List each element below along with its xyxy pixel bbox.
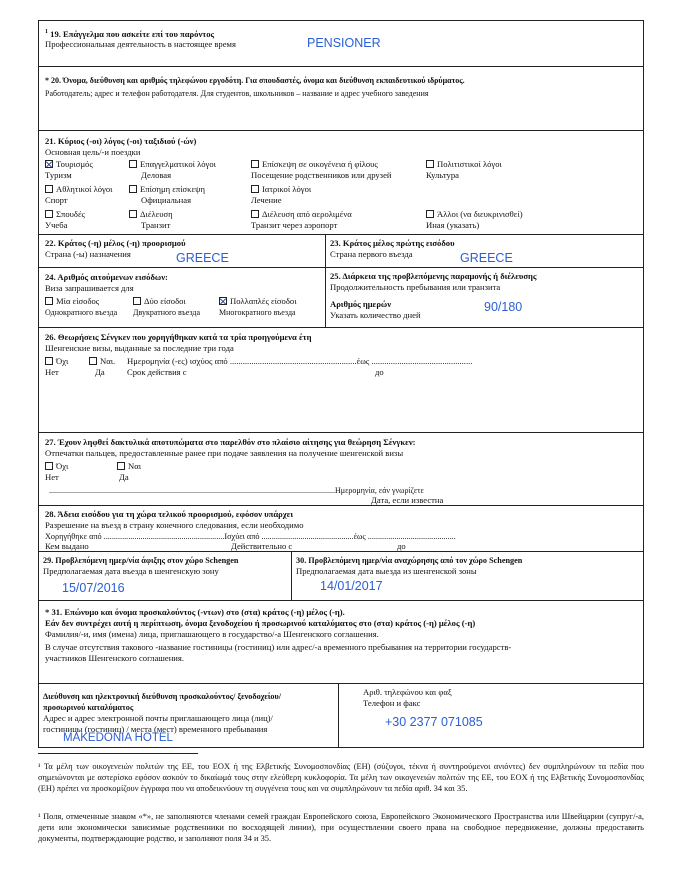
prior-visas-to: до [375, 367, 384, 377]
checkbox[interactable] [45, 185, 53, 193]
purpose-sport[interactable]: Αθλητικοί λόγοι Спорт [45, 184, 113, 205]
field-32-value[interactable]: MAKEDONIA HOTEL [63, 732, 173, 744]
purpose-other[interactable]: Άλλοι (να διευκρινισθεί) Иная (указать) [426, 209, 523, 230]
field-31-title: * 31. Επώνυμο και όνομα προσκαλούντος (-ντων) στο (στα) κράτος (-η) μέλος (-η). [45, 607, 345, 617]
application-form [38, 20, 644, 748]
field-28-entry-permit [39, 506, 643, 552]
field-21-subtitle: Основная цель/-и поездки [45, 147, 141, 157]
footnote-russian: ¹ Поля, отмеченные знаком «*», не заполняются членами семей граждан Европейского союза, Европейского Экономического Пространства или Швейцарии (супруг/-а, дети или экономически зависимые родственники по восходящей линии), при осуществлении своего права на свободное передвижение, должны предоставить документы, подтверждающие родство, и заполняют поля 34 и 35. [38, 812, 644, 844]
checkbox[interactable] [129, 210, 137, 218]
field-21-purpose [39, 131, 643, 235]
field-32-phone-label: Αριθ. τηλεφώνου και φαξ [363, 687, 452, 697]
field-24-entries [39, 268, 326, 327]
checkbox[interactable] [45, 210, 53, 218]
purpose-tourism[interactable]: Τουρισμός Туризм [45, 159, 93, 180]
field-29-title: 29. Προβλεπόμενη ημερ/νία άφιξης στον χώρο Schengen [43, 556, 239, 565]
prior-visas-validity: Ημερομηνία (-ες) ισχύος από ...........................................................έως ............................................... Срок действия с [127, 356, 473, 377]
fingerprints-date-ru: Дата, если известна [371, 495, 444, 505]
checkbox-checked[interactable] [219, 297, 227, 305]
field-26-subtitle: Шенгенские визы, выданные за последние три года [45, 343, 234, 353]
permit-issued: Χορηγήθηκε από ...........................................................Ισχύει από .............................................έως ........................................... [45, 532, 456, 541]
field-31-ru2: В случае отсутствия такового -название гостиницы (гостиниц) или адрес/-а временного пребывания на территории государств- [45, 642, 512, 652]
field-32-title1: Διεύθυνση και ηλεκτρονική διεύθυνση προσκαλούντος/ ξενοδοχείου/ [43, 692, 282, 701]
field-22-subtitle: Страна (-ы) назначения [45, 249, 131, 259]
field-26-prior-visas [39, 328, 643, 433]
field-23-value[interactable]: GREECE [460, 251, 513, 265]
field-32-host-address [39, 684, 643, 747]
field-25-days-subtitle: Указать количество дней [330, 310, 421, 320]
field-19-occupation [39, 21, 643, 67]
checkbox[interactable] [45, 357, 53, 365]
checkbox[interactable] [133, 297, 141, 305]
field-32-phone-value[interactable]: +30 2377 071085 [385, 715, 483, 729]
purpose-study[interactable]: Σπουδές Учеба [45, 209, 85, 230]
checkbox[interactable] [129, 185, 137, 193]
fingerprints-date: ...............................................................................................................................................Ημερομηνία, εάν γνωρίζετε [49, 486, 424, 495]
field-23-title: 23. Κράτος μέλος πρώτης εισόδου [330, 238, 455, 248]
fields-24-25 [39, 268, 643, 328]
field-32-phone [339, 684, 643, 747]
prior-visas-no[interactable]: Όχι Нет [45, 356, 69, 377]
permit-issued-ru: Кем выдано [45, 541, 89, 551]
field-21-title: 21. Κύριος (-οι) λόγος (-οι) ταξιδιού (-ών) [45, 136, 197, 146]
purpose-medical[interactable]: Ιατρικοί λόγοι Лечение [251, 184, 312, 205]
fingerprints-yes[interactable]: Ναι Да [119, 461, 142, 482]
entries-multiple[interactable]: Πολλαπλές είσοδοι Многократного въезда [219, 296, 297, 317]
field-27-fingerprints [39, 433, 643, 506]
field-32-ru2: гостиницы (гостиниц) / места (мест) временного пребывания [43, 724, 268, 734]
permit-valid-ru: Действительно с [231, 541, 293, 551]
purpose-culture[interactable]: Πολιτιστικοί λόγοι Культура [426, 159, 502, 180]
field-23-subtitle: Страна первого въезда [330, 249, 413, 259]
field-25-subtitle: Продолжительность пребывания или транзита [330, 282, 501, 292]
purpose-transit[interactable]: Διέλευση Транзит [129, 209, 173, 231]
field-20-employer [39, 67, 643, 131]
checkbox[interactable] [45, 297, 53, 305]
field-29-value[interactable]: 15/07/2016 [62, 581, 125, 595]
entries-double[interactable]: Δύο είσοδοι Двукратного въезда [133, 296, 201, 317]
field-32-address [39, 684, 339, 747]
field-24-subtitle: Виза запрашивается для [45, 283, 134, 293]
field-25-title: 25. Διάρκεια της προβλεπόμενης παραμονής ή διέλευσης [330, 271, 537, 281]
field-30-departure [292, 552, 643, 600]
field-32-ru1: Адрес и адрес электронной почты приглашающего лица (лиц)/ [43, 713, 273, 723]
purpose-airport-transit[interactable]: Διέλευση από αερολιμένα Транзит через аэропорт [251, 209, 352, 230]
field-25-days-label: Αριθμός ημερών [330, 299, 392, 309]
field-25-value[interactable]: 90/180 [484, 300, 523, 314]
checkbox[interactable] [129, 160, 137, 168]
field-22-title: 22. Κράτος (-η) μέλος (-η) προορισμού [45, 238, 186, 248]
field-30-value[interactable]: 14/01/2017 [320, 579, 383, 593]
field-22-destination [39, 235, 326, 267]
fields-22-23 [39, 235, 643, 268]
footnote-divider [38, 753, 198, 754]
prior-visas-yes[interactable]: Ναι. Да [89, 356, 115, 378]
footnote-greek: ¹ Τα μέλη των οικογενειών πολιτών της ΕΕ, του ΕΟΧ ή της Ελβετικής Συνομοσπονδίας (ΕΗ) (σύζυγοι, τέκνα ή συντηρούμενοι ανιόντες) δεν συμπληρώνουν τα πεδία που σημειώνονται με αστερίσκο εφόσον ασκούν το δικαίωμά τους στην ελεύθερη κυκλοφορία. Τα μέλη των οικογενειών πολιτών της ΕΕ, του ΕΟΧ ή της Ελβετικής Συνομοσπονδίας (ΕΗ) πρέπει να προσκομίζουν έγγραφα που να αποδεικνύουν τη συγγένεια τους και να συμπληρώνουν τα πεδία αριθ. 34 και 35. [38, 762, 644, 794]
fields-29-30 [39, 552, 643, 601]
permit-to-ru: до [397, 541, 406, 551]
field-30-title: 30. Προβλεπόμενη ημερ/νία αναχώρησης από τον χώρο Schengen [296, 556, 523, 565]
checkbox[interactable] [89, 357, 97, 365]
field-22-value[interactable]: GREECE [176, 251, 229, 265]
field-29-subtitle: Предполагаемая дата въезда в шенгенскую зону [43, 566, 219, 576]
field-19-value[interactable]: PENSIONER [307, 36, 381, 50]
checkbox[interactable] [117, 462, 125, 470]
purpose-business[interactable]: Επαγγελματικοί λόγοι Деловая [129, 159, 216, 181]
checkbox[interactable] [426, 160, 434, 168]
field-20-subtitle: Работодатель; адрес и телефон работодателя. Для студентов, школьников – название и адрес учебного заведения [45, 89, 429, 98]
field-28-title: 28. Άδεια εισόδου για τη χώρα τελικού προορισμού, εφόσον υπάρχει [45, 509, 294, 519]
field-19-title: 19. Επάγγελμα που ασκείτε επί του παρόντος [48, 28, 215, 39]
checkbox[interactable] [251, 210, 259, 218]
field-31-host [39, 601, 643, 684]
purpose-family-visit[interactable]: Επίσκεψη σε οικογένεια ή φίλους Посещение родственников или друзей [251, 159, 392, 180]
field-27-title: 27. Έχουν ληφθεί δακτυλικά αποτυπώματα στο παρελθόν στο πλαίσιο αίτησης για θεώρηση Σένγκεν: [45, 437, 416, 447]
field-25-duration [326, 268, 643, 327]
field-31-ru1: Фамилия/-и, имя (имена) лица, приглашающего в государство/-а Шенгенского соглашения. [45, 629, 379, 639]
field-20-title: * 20. Όνομα, διεύθυνση και αριθμός τηλεφώνου εργοδότη. Για σπουδαστές, όνομα και διεύθυνση εκπαιδευτικού ιδρύματος. [45, 76, 465, 85]
checkbox-checked[interactable] [45, 160, 53, 168]
footnote-marker: 1 [45, 29, 48, 35]
field-32-title2: προσωρινού καταλύματος [43, 703, 134, 712]
field-28-subtitle: Разрешение на въезд в страну конечного следования, если необходимо [45, 520, 304, 530]
field-24-title: 24. Αριθμός αιτούμενων εισόδων: [45, 272, 168, 282]
field-30-subtitle: Предполагаемая дата выезда из шенгенской зоны [296, 566, 477, 576]
checkbox[interactable] [251, 185, 259, 193]
field-31-ru3: участников Шенгенского соглашения. [45, 653, 184, 663]
purpose-official[interactable]: Επίσημη επίσκεψη Официальная [129, 184, 205, 206]
entries-single[interactable]: Μία είσοδος Однократного въезда [45, 296, 118, 317]
fingerprints-no[interactable]: Όχι Нет [45, 461, 69, 482]
field-29-arrival [39, 552, 292, 600]
field-32-phone-subtitle: Телефон и факс [363, 698, 421, 708]
field-19-subtitle: Профессиональная деятельность в настоящее время [45, 39, 236, 49]
field-26-title: 26. Θεωρήσεις Σένγκεν που χορηγήθηκαν κατά τα τρία προηγούμενα έτη [45, 332, 312, 342]
field-31-title2: Εάν δεν συντρέχει αυτή η περίπτωση, όνομα ξενοδοχείου ή προσωρινού καταλύματος στο (στα) κράτος (-η) μέλος (-η) [45, 618, 476, 628]
checkbox[interactable] [251, 160, 259, 168]
field-23-first-entry [326, 235, 643, 267]
checkbox[interactable] [426, 210, 434, 218]
checkbox[interactable] [45, 462, 53, 470]
field-27-subtitle: Отпечатки пальцев, предоставленные ранее при подаче заявления на получение шенгенской визы [45, 448, 404, 458]
